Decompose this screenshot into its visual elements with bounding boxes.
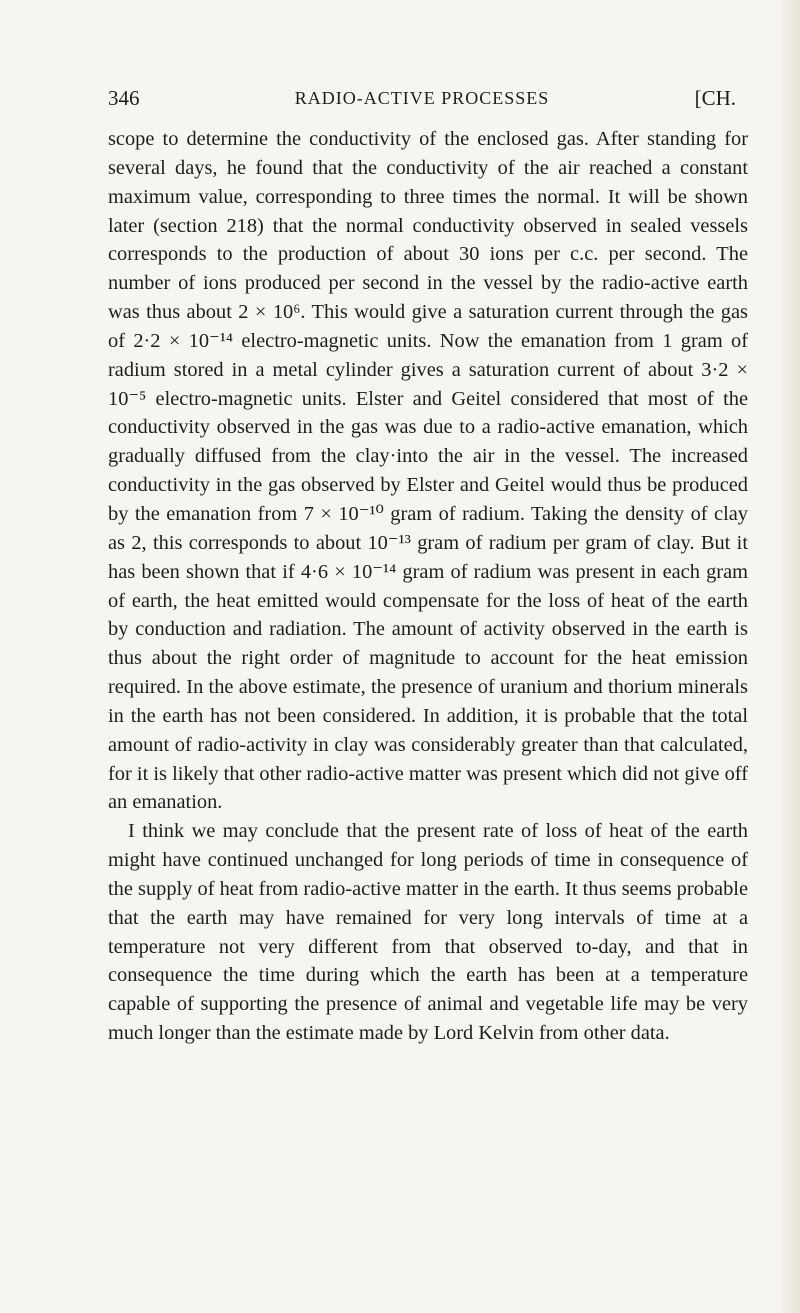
running-title: RADIO-ACTIVE PROCESSES <box>294 88 550 108</box>
page-edge-shading <box>778 0 800 1313</box>
paragraph-conclusion: I think we may conclude that the present rate of loss of heat of the earth might have continued unchanged for long periods of time in consequence of the supply of heat from radio-active matter in the earth. It thus seems probable that the earth may have remained for very long intervals of time at a temperature not very different from that observed to-day, and that in consequence the time during which the earth has been at a temperature capable of supporting the presence of animal and vegetable life may be very much longer than the estimate made by Lord Kelvin from other data. <box>108 820 748 1045</box>
body-text <box>108 125 748 1048</box>
chapter-reference: [CH. <box>694 86 736 110</box>
page-number: 346 <box>108 86 140 110</box>
paragraph-continued: scope to determine the conductivity of the enclosed gas. After standing for several days, he found that the conductivity of the air reached a constant maximum value, corresponding to three times the normal. It will be shown later (section 218) that the normal conductivity observed in sealed vessels corresponds to the production of about 30 ions per c.c. per second. The number of ions produced per second in the vessel by the radio-active earth was thus about 2 × 10⁶. This would give a saturation current through the gas of 2·2 × 10⁻¹⁴ electro-magnetic units. Now the emanation from 1 gram of radium stored in a metal cylinder gives a saturation current of about 3·2 × 10⁻⁵ electro-magnetic units. Elster and Geitel considered that most of the conductivity observed in the gas was due to a radio-active emanation, which gradually diffused from the clay·into the air in the vessel. The increased conductivity in the gas observed by Elster and Geitel would thus be produced by the emanation from 7 × 10⁻¹⁰ gram of radium. Taking the density of clay as 2, this corresponds to about 10⁻¹³ gram of radium per gram of clay. But it has been shown that if 4·6 × 10⁻¹⁴ gram of radium was present in each gram of earth, the heat emitted would compensate for the loss of heat of the earth by conduction and radiation. The amount of activity observed in the earth is thus about the right order of magnitude to account for the heat emission required. In the above estimate, the presence of uranium and thorium minerals in the earth has not been considered. In addition, it is probable that the total amount of radio-activity in clay was considerably greater than that calculated, for it is likely that other radio-active matter was present which did not give off an emanation. <box>108 128 748 814</box>
page-header <box>108 86 736 116</box>
